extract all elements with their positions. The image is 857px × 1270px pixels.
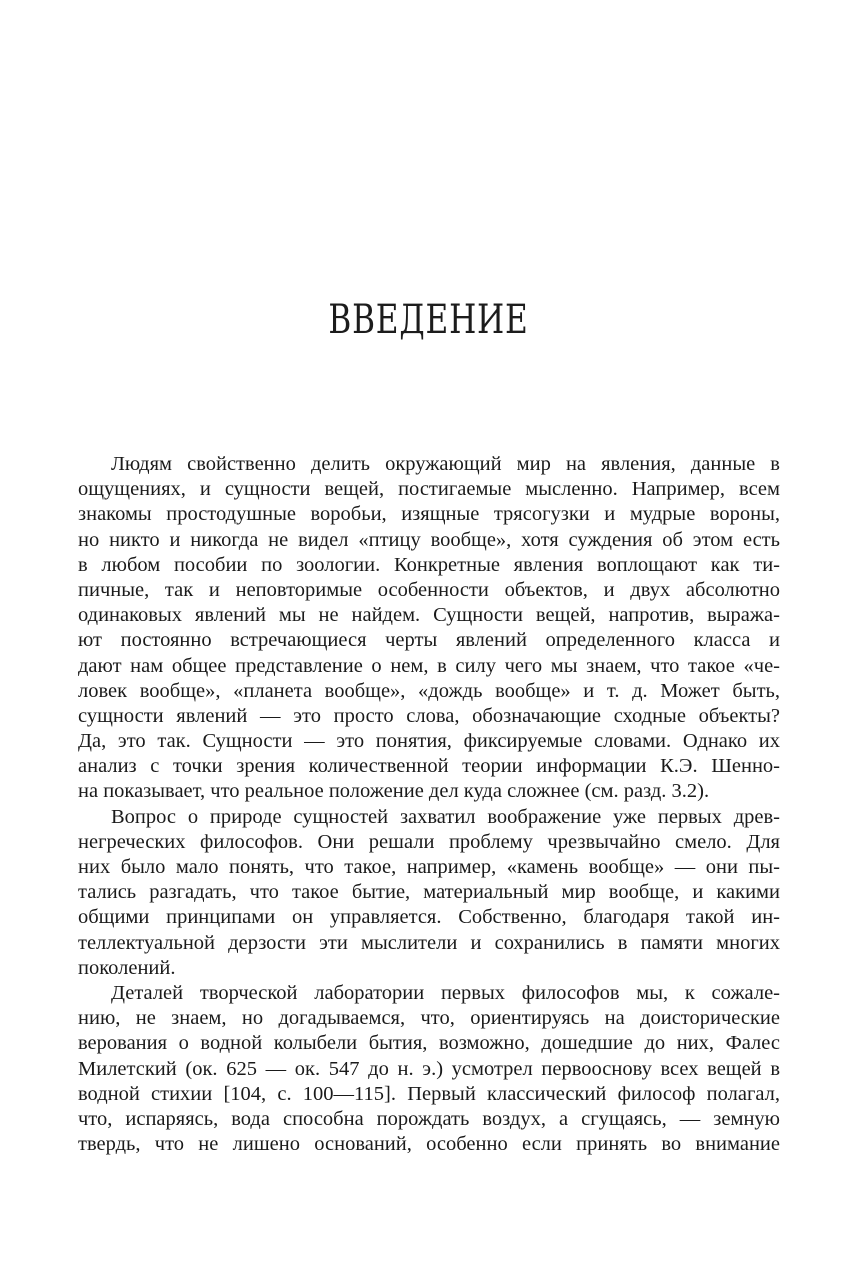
text-line: них было мало понять, что такое, например, «камень вообще» — они пы- — [78, 856, 780, 878]
text-line: Деталей творческой лаборатории первых философов мы, к сожале- — [111, 981, 780, 1004]
text-line: верования о водной колыбели бытия, возможно, дошедшие до них, Фалес — [78, 1032, 780, 1055]
text-line: на показывает, что реальное положение дел куда сложнее (см. разд. 3.2). — [78, 780, 710, 803]
text-line: одинаковых явлений мы не найдем. Сущности вещей, напротив, выража- — [78, 604, 780, 627]
text-line: что, испаряясь, вода способна порождать воздух, а сгущаясь, — земную — [78, 1107, 780, 1130]
paragraph-1 — [78, 452, 780, 805]
text-line: в любом пособии по зоологии. Конкретные явления воплощают как ти- — [78, 553, 780, 576]
text-line: Да, это так. Сущности — это понятия, фиксируемые словами. Однако их — [78, 730, 780, 753]
paragraph-2 — [78, 805, 780, 981]
text-line: ощущениях, и сущности вещей, постигаемые мысленно. Например, всем — [78, 478, 780, 501]
text-line: ют постоянно встречающиеся черты явлений определенного класса и — [78, 629, 780, 652]
text-line: общими принципами он управляется. Собственно, благодаря такой ин- — [78, 906, 780, 929]
text-line: знакомы простодушные воробьи, изящные трясогузки и мудрые вороны, — [78, 503, 780, 526]
text-line: тались разгадать, что такое бытие, материальный мир вообще, и какими — [78, 881, 780, 904]
body-text — [78, 452, 780, 1157]
text-line: водной стихии [104, с. 100—115]. Первый классический философ полагал, — [78, 1082, 780, 1105]
text-line: ловек вообще», «планета вообще», «дождь вообще» и т. д. Может быть, — [78, 679, 780, 702]
text-line: твердь, что не лишено оснований, особенно если принять во внимание — [78, 1133, 780, 1156]
text-line: сущности явлений — это просто слова, обозначающие сходные объекты? — [78, 704, 780, 727]
text-line: нию, не знаем, но догадываемся, что, ориентируясь на доисторические — [78, 1007, 780, 1030]
text-line: анализ с точки зрения количественной теории информации К.Э. Шенно- — [78, 755, 780, 778]
text-line: дают нам общее представление о нем, в силу чего мы знаем, что такое «че- — [78, 654, 780, 677]
text-line: Вопрос о природе сущностей захватил воображение уже первых древ- — [111, 805, 780, 828]
text-line: теллектуальной дерзости эти мыслители и сохранились в памяти многих — [78, 931, 780, 954]
text-line: но никто и никогда не видел «птицу вообще», хотя суждения об этом есть — [78, 528, 780, 551]
chapter-title: ВВЕДЕНИЕ — [328, 296, 529, 343]
text-line: Милетский (ок. 625 — ок. 547 до н. э.) усмотрел первооснову всех вещей в — [78, 1057, 780, 1080]
text-line: негреческих философов. Они решали проблему чрезвычайно смело. Для — [78, 830, 780, 853]
text-line: Людям свойственно делить окружающий мир на явления, данные в — [111, 453, 780, 475]
text-line: пичные, так и неповторимые особенности объектов, и двух абсолютно — [78, 578, 780, 601]
paragraph-3 — [78, 981, 780, 1157]
text-line: поколений. — [78, 956, 176, 979]
